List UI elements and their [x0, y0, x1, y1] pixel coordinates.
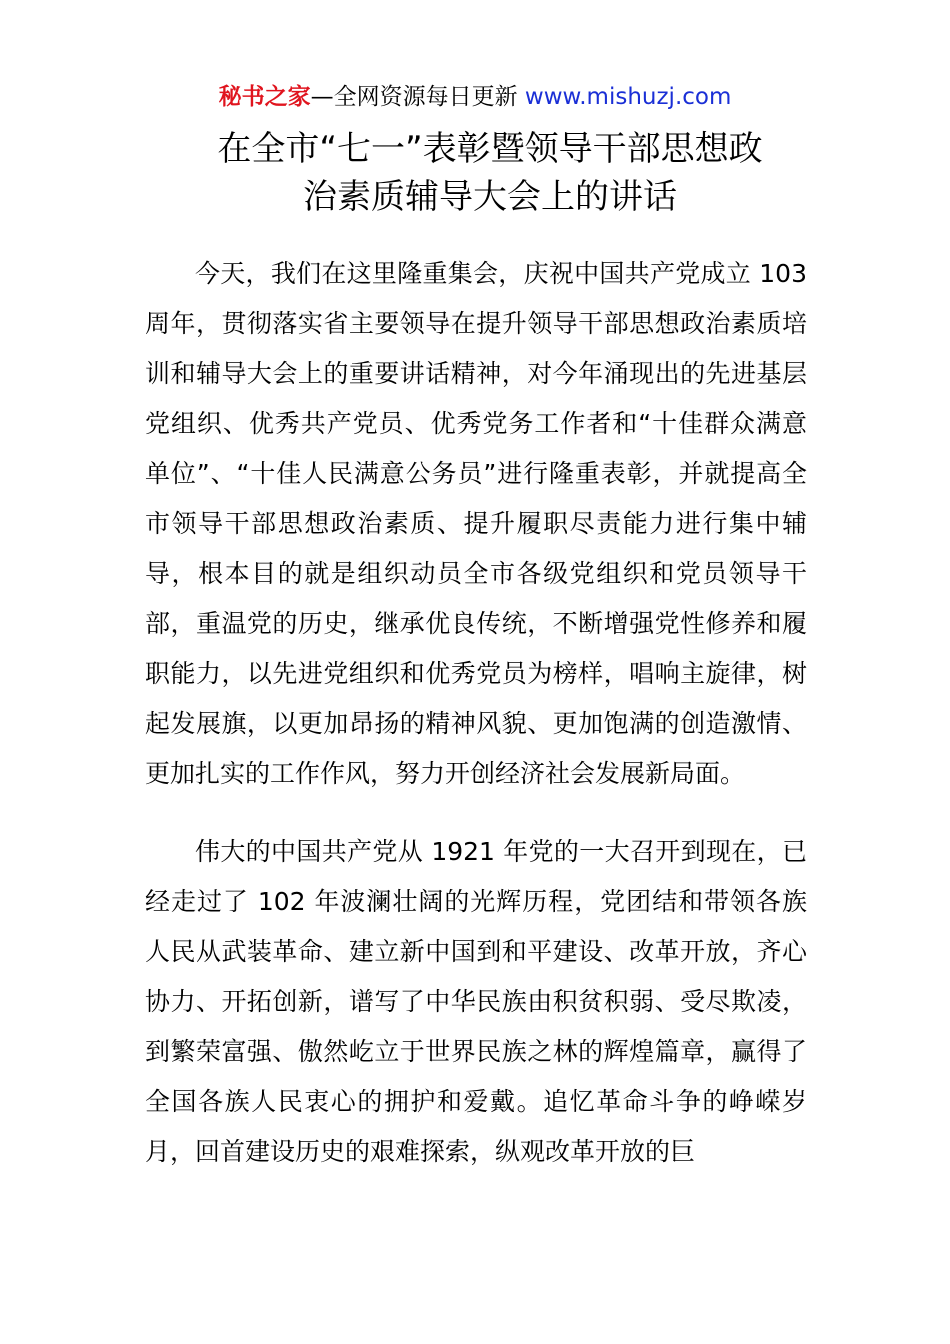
document-title-line-2: 治素质辅导大会上的讲话 [303, 177, 677, 217]
document-title-line-1: 在全市“七一”表彰暨领导干部思想政 [217, 129, 763, 169]
paragraph-2: 伟大的中国共产党从 1921 年党的一大召开到现在，已经走过了 102 年波澜壮阔的光辉历程，党团结和带领各族人民从武装革命、建立新中国到和平建设、改革开放，齐心协力、开拓创新，谱写了中华民族由积贫积弱、受尽欺凌，到繁荣富强、傲然屹立于世界民族之林的辉煌篇章，赢得了全国各族人民衷心的拥护和爱戴。追忆革命斗争的峥嵘岁月，回首建设历史的艰难探索，纵观改革开放的巨 [145, 837, 807, 1166]
site-url-link[interactable]: www.mishuzj.com [524, 84, 732, 110]
paragraph-1: 今天，我们在这里隆重集会，庆祝中国共产党成立 103 周年，贯彻落实省主要领导在提升领导干部思想政治素质培训和辅导大会上的重要讲话精神，对今年涌现出的先进基层党组织、优秀共产党员、优秀党务工作者和“十佳群众满意单位”、“十佳人民满意公务员”进行隆重表彰，并就提高全市领导干部思想政治素质、提升履职尽责能力进行集中辅导，根本目的就是组织动员全市各级党组织和党员领导干部，重温党的历史，继承优良传统，不断增强党性修养和履职能力，以先进党组织和优秀党员为榜样，唱响主旋律，树起发展旗，以更加昂扬的精神风貌、更加饱满的创造激情、更加扎实的工作作风，努力开创经济社会发展新局面。 [145, 259, 807, 788]
site-header [0, 82, 950, 112]
site-brand: 秘书之家 [218, 84, 311, 110]
site-tagline: —全网资源每日更新 [310, 84, 525, 110]
document-body [145, 249, 807, 1205]
